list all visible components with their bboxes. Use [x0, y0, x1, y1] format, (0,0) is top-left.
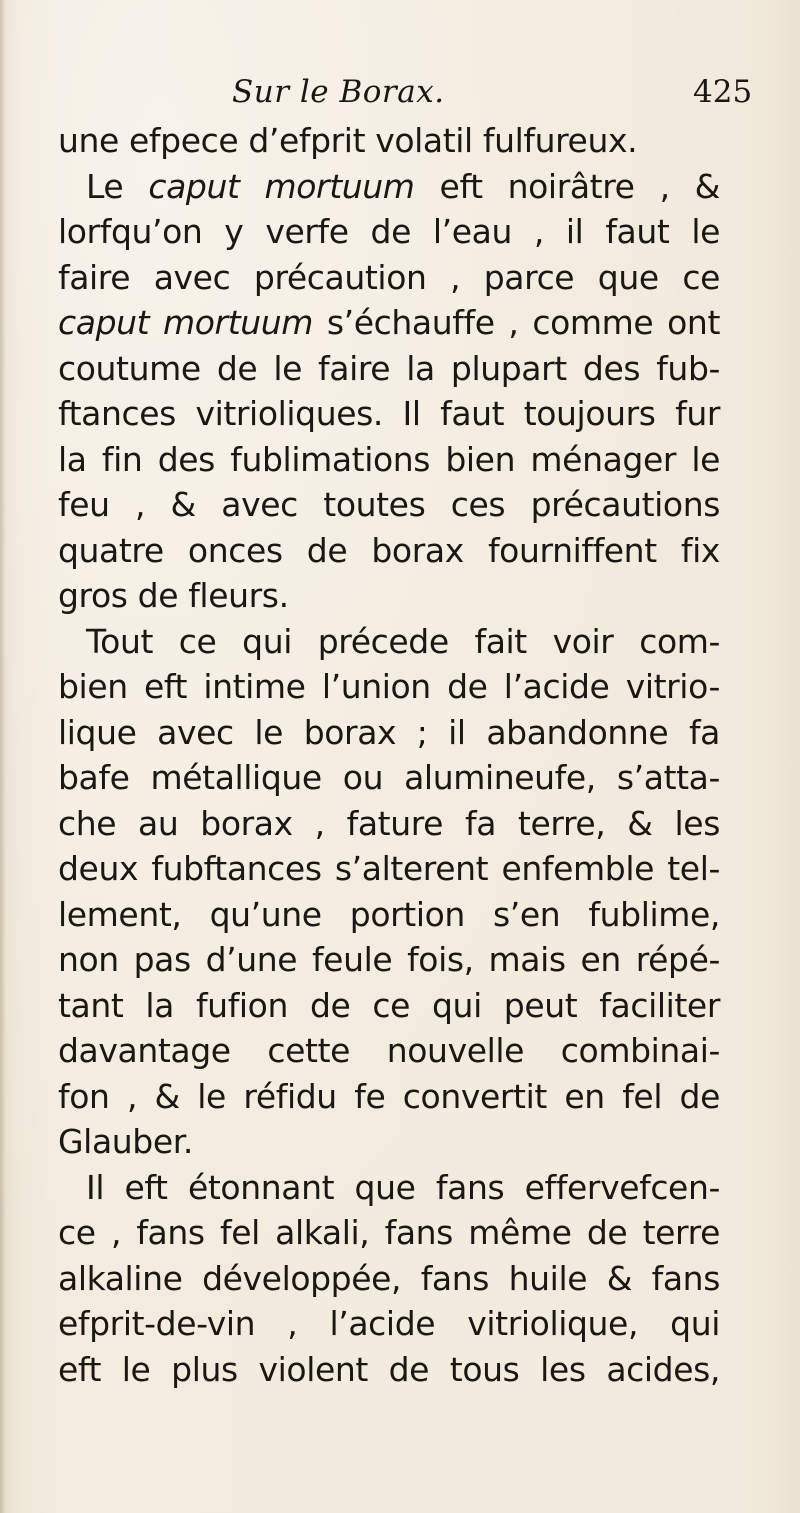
text-line: alkaline développée, fans huile & fans: [58, 1258, 720, 1298]
italic-phrase: caput mortuum: [58, 303, 314, 342]
text-run: eft noirâtre , &: [414, 166, 721, 206]
text-run: Le: [86, 166, 149, 206]
text-line: une efpece d’efprit volatil fulfureux.: [58, 121, 638, 160]
page-gutter-shadow: [0, 0, 6, 1513]
text-line: quatre onces de borax fourniffent fix: [58, 530, 720, 570]
text-line: lorfqu’on y verfe de l’eau , il faut le: [58, 212, 720, 251]
page-header: [0, 74, 800, 122]
text-line: bafe métallique ou alumineufe, s’atta-: [58, 758, 720, 797]
text-line: Il eft étonnant que fans effervefcen-: [86, 1167, 720, 1207]
text-line: deux fubftances s’alterent enfemble tel-: [58, 849, 720, 888]
text-line: lement, qu’une portion s’en fublime,: [58, 894, 720, 934]
text-line: [58, 164, 720, 210]
text-line: lique avec le borax ; il abandonne fa: [58, 712, 720, 752]
text-line: tant la fufion de ce qui peut faciliter: [58, 985, 720, 1025]
text-line: davantage cette nouvelle combinai-: [58, 1031, 720, 1070]
text-line: Glauber.: [58, 1122, 193, 1161]
text-line: non pas d’une feule fois, mais en répé-: [58, 940, 720, 979]
body-text: [58, 118, 720, 1392]
text-line: la fin des fublimations bien ménager le: [58, 439, 720, 479]
text-line: ftances vitrioliques. Il faut toujours fur: [58, 394, 720, 433]
text-line: coutume de le faire la plupart des fub-: [58, 348, 720, 388]
text-line: [58, 300, 720, 346]
running-head: Sur le Borax.: [232, 74, 445, 110]
text-line: faire avec précaution , parce que ce: [58, 257, 720, 297]
text-line: ce , fans fel alkali, fans même de terre: [58, 1213, 720, 1252]
text-run: s’échauffe , comme ont: [313, 303, 720, 342]
text-line: efprit-de-vin , l’acide vitriolique, qui: [58, 1304, 720, 1343]
italic-phrase: caput mortuum: [148, 166, 415, 206]
text-line: gros de fleurs.: [58, 576, 289, 615]
page-number: 425: [693, 74, 753, 110]
text-line: feu , & avec toutes ces précautions: [58, 485, 720, 524]
text-line: che au borax , fature fa terre, & les: [58, 803, 720, 843]
text-line: fon , & le réfidu fe convertit en fel de: [58, 1076, 720, 1116]
text-line: Tout ce qui précede fait voir com-: [86, 621, 720, 661]
text-line: bien eft intime l’union de l’acide vitrio-: [58, 667, 720, 706]
text-line: eft le plus violent de tous les acides,: [58, 1349, 720, 1389]
